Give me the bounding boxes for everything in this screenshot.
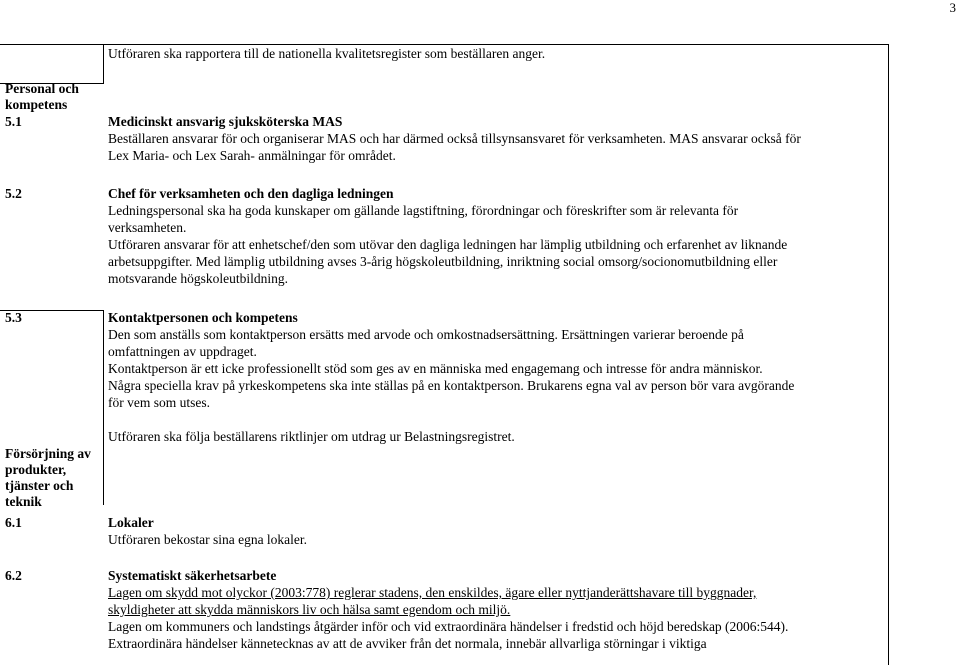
section-number: 6.2 [5,568,22,583]
paragraph-line: omfattningen av uppdraget. [108,344,257,359]
section-number: 5.3 [5,310,22,325]
intro-line: Utföraren ska rapportera till de nationella kvalitetsregister som beställaren anger. [108,46,546,61]
page-number: 3 [949,0,956,15]
section-number: 5.1 [5,114,22,129]
paragraph-line: Lagen om kommuners och landstings åtgärder inför och vid extraordinära händelser i fredstid och höjd beredskap (2006:544). [108,619,789,634]
column-divider-top [103,44,104,84]
section-label-personal: Personal och [5,81,79,96]
paragraph-line: Kontaktperson är ett icke professionellt stöd som ges av en människa med engagemang och intresse för andra människor. [108,361,763,376]
section-title: Lokaler [108,515,154,530]
section-label-personal: kompetens [5,97,68,112]
section-label-forsorjning: produkter, [5,462,67,477]
underlined-line: Lagen om skydd mot olyckor (2003:778) reglerar stadens, den enskildes, ägare eller nyttjanderättshavare till byggnader, [108,585,757,600]
section-title: Chef för verksamheten och den dagliga ledningen [108,186,394,201]
underlined-line: skyldigheter att skydda människors liv och hälsa samt egendom och miljö. [108,602,511,617]
section-number: 6.1 [5,515,22,530]
section-title: Kontaktpersonen och kompetens [108,310,298,325]
paragraph-line: verksamheten. [108,220,187,235]
section-number: 5.2 [5,186,22,201]
paragraph-line: Lex Maria- och Lex Sarah- anmälningar för området. [108,148,396,163]
section-label-forsorjning: Försörjning av [5,446,91,461]
section-label-forsorjning: teknik [5,494,42,509]
paragraph-line: Extraordinära händelser kännetecknas av att de avviker från det normala, innebär allvarliga störningar i viktiga [108,636,707,651]
section-label-forsorjning: tjänster och [5,478,74,493]
section-title: Medicinskt ansvarig sjuksköterska MAS [108,114,343,129]
paragraph-line: arbetsuppgifter. Med lämplig utbildning avses 3-årig högskoleutbildning, inriktning social omsorg/socionomutbildning eller [108,254,778,269]
column-divider-middle [103,310,104,505]
section-title: Systematiskt säkerhetsarbete [108,568,277,583]
paragraph-line: Några speciella krav på yrkeskompetens ska inte ställas på en kontaktperson. Brukarens egna val av person bör vara avgörande [108,378,795,393]
paragraph-line: för vem som utses. [108,395,210,410]
paragraph-line: Beställaren ansvarar för och organiserar MAS och har därmed också tillsynsansvaret för verksamheten. MAS ansvarar också för [108,131,801,146]
paragraph-line: motsvarande högskoleutbildning. [108,271,288,286]
paragraph-line: Utföraren ansvarar för att enhetschef/den som utövar den dagliga ledningen har lämplig utbildning och erfarenhet av liknande [108,237,788,252]
paragraph-line: Ledningspersonal ska ha goda kunskaper om gällande lagstiftning, förordningar och föreskrifter som är relevanta för [108,203,739,218]
paragraph-line: Den som anställs som kontaktperson ersätts med arvode och omkostnadsersättning. Ersättningen varierar beroende på [108,327,744,342]
paragraph-line: Utföraren bekostar sina egna lokaler. [108,532,308,547]
belastning-line: Utföraren ska följa beställarens riktlinjer om utdrag ur Belastningsregistret. [108,429,515,444]
